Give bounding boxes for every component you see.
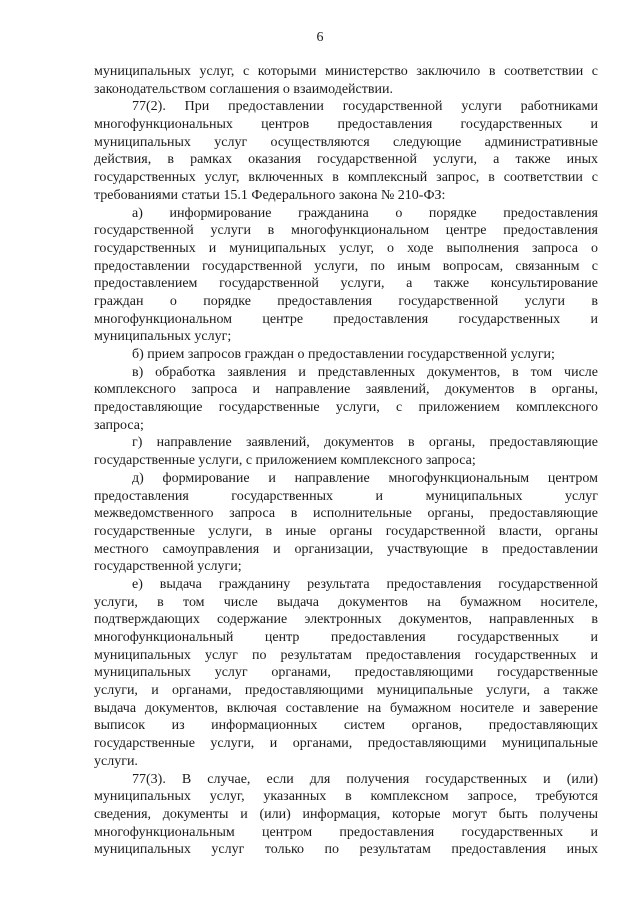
text-line: б) прием запросов граждан о предоставлении государственной услуги; — [132, 347, 555, 362]
text-line: межведомственного запроса в исполнительные органы, предоставляющие — [94, 506, 598, 522]
text-line: предоставляющие государственные услуги, с приложением комплексного — [94, 400, 598, 416]
text-line: многофункциональном центре предоставления государственных и — [94, 311, 598, 327]
text-line: предоставлении государственной услуги, по иным вопросам, связанным с — [94, 258, 598, 274]
text-line: г) направление заявлений, документов в органы, предоставляющие — [132, 435, 598, 451]
text-line: сведения, документы и (или) информация, которые могут быть получены — [94, 806, 598, 822]
text-line: муниципальных услуг только по результатам предоставления иных — [94, 842, 598, 858]
text-line: многофункциональных центров предоставления государственных и — [94, 117, 598, 133]
document-body — [94, 63, 598, 859]
text-line: подтверждающих содержание электронных документов, направленных в — [94, 612, 598, 628]
text-line: государственные услуги, с приложением комплексного запроса; — [94, 453, 476, 469]
text-line: государственных и муниципальных услуг, о ходе выполнения запроса о — [94, 240, 598, 256]
text-line: выдача документов, включая составление на бумажном носителе и заверение — [94, 700, 598, 716]
text-line: государственные услуги, и органами, предоставляющими муниципальные — [94, 736, 598, 752]
text-line: комплексного запроса и направление заявлений, документов в органы, — [94, 382, 598, 398]
text-line: муниципальных услуг по результатам предоставления государственных и — [94, 647, 598, 663]
text-line: государственной услуги в многофункциональном центре предоставления — [94, 223, 598, 239]
text-line: муниципальных услуг осуществляются следующие административные — [94, 134, 598, 150]
text-line: государственных услуг, включенных в комплексный запрос, в соответствии с — [94, 170, 598, 186]
text-line: действия, в рамках оказания государственной услуги, а также иных — [94, 152, 598, 168]
text-line: местного самоуправления и организации, участвующие в предоставлении — [94, 541, 598, 557]
text-line: д) формирование и направление многофункциональным центром — [132, 470, 598, 486]
text-line: муниципальных услуг; — [94, 329, 232, 345]
text-line: запроса; — [94, 417, 144, 433]
text-line: государственные услуги, в иные органы государственной власти, органы — [94, 523, 598, 539]
text-line: а) информирование гражданина о порядке предоставления — [132, 205, 598, 221]
text-line: многофункциональным центром предоставления государственных и — [94, 824, 598, 840]
text-line: законодательством соглашения о взаимодействии. — [94, 81, 393, 97]
text-line: многофункциональный центр предоставления государственных и — [94, 630, 598, 645]
text-line: 77(2). При предоставлении государственной услуги работниками — [132, 99, 598, 115]
text-line: услуги, и органами, предоставляющими муниципальные услуги, а также — [94, 683, 598, 699]
text-line: муниципальных услуг, указанных в комплексном запросе, требуются — [94, 789, 598, 805]
text-line: предоставления государственных и муниципальных услуг — [94, 488, 598, 504]
text-line: услуги. — [94, 753, 138, 769]
text-line: выписок из информационных систем органов, предоставляющих — [94, 718, 598, 734]
text-line: е) выдача гражданину результата предоставления государственной — [132, 576, 598, 592]
text-line: требованиями статьи 15.1 Федерального закона № 210-ФЗ: — [94, 187, 446, 203]
text-line: муниципальных услуг органами, предоставляющими государственные — [94, 665, 598, 681]
page-number: 6 — [316, 30, 324, 45]
text-line: 77(3). В случае, если для получения государственных и (или) — [132, 771, 598, 787]
text-line: государственной услуги; — [94, 559, 242, 575]
text-line: предоставлением государственной услуги, а также консультирование — [94, 276, 598, 292]
text-line: в) обработка заявления и представленных документов, в том числе — [132, 364, 598, 380]
text-line: услуги, в том числе выдача документов на бумажном носителе, — [94, 594, 598, 610]
text-line: муниципальных услуг, с которыми министерство заключило в соответствии с — [94, 64, 598, 79]
text-line: граждан о порядке предоставления государственной услуги в — [94, 293, 598, 309]
